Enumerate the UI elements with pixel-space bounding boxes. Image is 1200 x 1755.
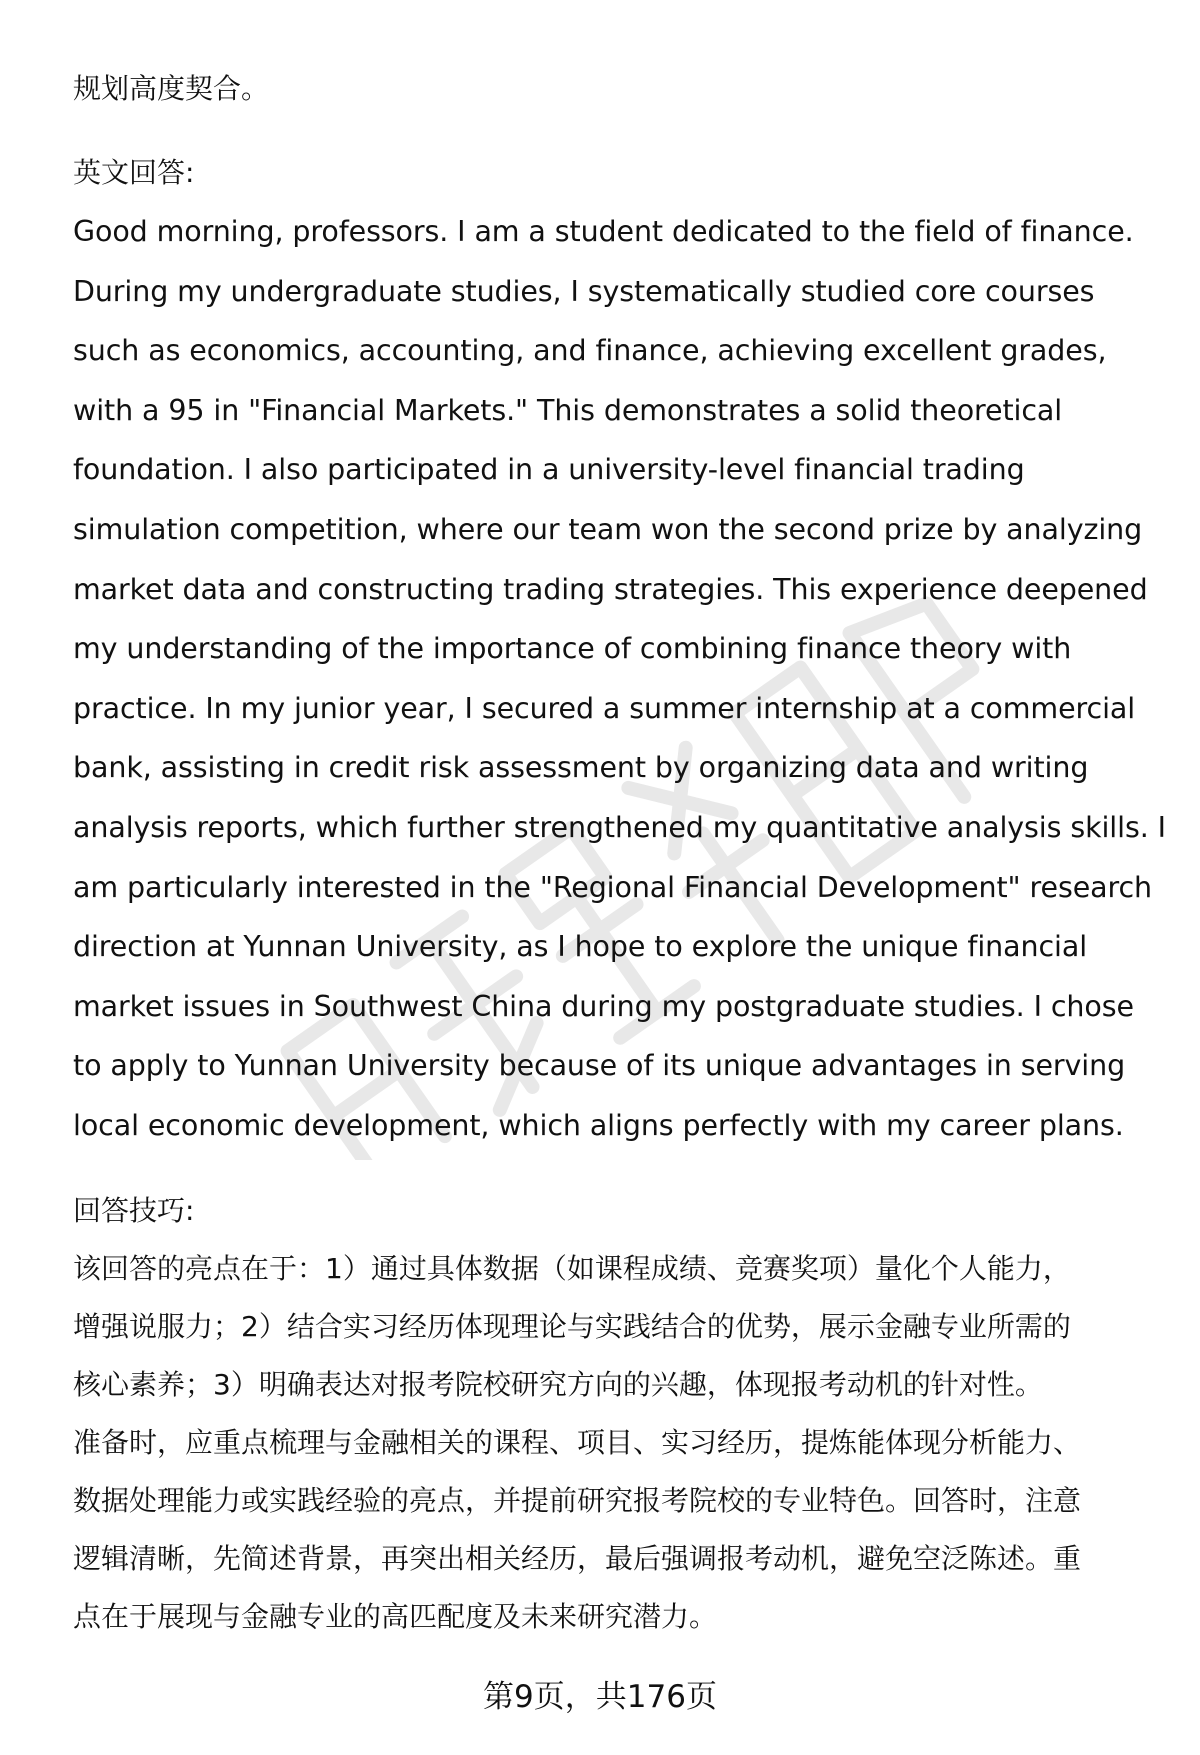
english-answer-line: foundation. I also participated in a university-level financial trading: [73, 453, 1025, 487]
english-answer-line: practice. In my junior year, I secured a summer internship at a commercial: [73, 691, 1136, 725]
english-answer-line: Good morning, professors. I am a student dedicated to the field of finance.: [73, 215, 1134, 248]
tips-body: [73, 1240, 1163, 1646]
document-content: [73, 60, 1166, 1646]
spacer: [73, 118, 1163, 144]
english-answer-line: my understanding of the importance of combining finance theory with: [73, 632, 1072, 666]
english-answer-line: simulation competition, where our team won the second prize by analyzing: [73, 512, 1143, 546]
tips-line: 增强说服力；2）结合实习经历体现理论与实践结合的优势，展示金融专业所需的: [73, 1309, 1071, 1343]
english-answer-line: During my undergraduate studies, I systematically studied core courses: [73, 274, 1095, 308]
english-answer-line: to apply to Yunnan University because of its unique advantages in serving: [73, 1049, 1126, 1083]
english-answer-line: direction at Yunnan University, as I hope to explore the unique financial: [73, 930, 1088, 964]
english-answer-line: market issues in Southwest China during my postgraduate studies. I chose: [73, 989, 1134, 1023]
spacer: [73, 1156, 1163, 1182]
english-answer-body: [73, 202, 1166, 1156]
tips-line: 准备时，应重点梳理与金融相关的课程、项目、实习经历，提炼能体现分析能力、: [73, 1425, 1082, 1459]
tips-line: 逻辑清晰，先简述背景，再突出相关经历，最后强调报考动机，避免空泛陈述。重: [73, 1541, 1082, 1575]
english-answer-line: analysis reports, which further strengthened my quantitative analysis skills. I: [73, 810, 1166, 844]
page-number: 第9页，共176页: [483, 1679, 717, 1715]
tips-line: 该回答的亮点在于：1）通过具体数据（如课程成绩、竞赛奖项）量化个人能力，: [73, 1251, 1071, 1285]
tips-line: 核心素养；3）明确表达对报考院校研究方向的兴趣，体现报考动机的针对性。: [73, 1367, 1043, 1401]
intro-fragment: 规划高度契合。: [73, 72, 270, 105]
english-answer-line: such as economics, accounting, and finance, achieving excellent grades,: [73, 334, 1107, 368]
english-answer-line: local economic development, which aligns perfectly with my career plans.: [73, 1108, 1124, 1142]
english-answer-label: 英文回答:: [73, 156, 195, 189]
english-answer-line: with a 95 in "Financial Markets." This demonstrates a solid theoretical: [73, 393, 1063, 427]
tips-line: 点在于展现与金融专业的高匹配度及未来研究潜力。: [73, 1599, 718, 1633]
english-answer-line: bank, assisting in credit risk assessment by organizing data and writing: [73, 751, 1089, 785]
tips-line: 数据处理能力或实践经验的亮点，并提前研究报考院校的专业特色。回答时，注意: [73, 1483, 1082, 1517]
tips-label: 回答技巧:: [73, 1193, 195, 1227]
english-answer-line: am particularly interested in the "Regional Financial Development" research: [73, 870, 1153, 904]
english-answer-line: market data and constructing trading strategies. This experience deepened: [73, 572, 1148, 606]
